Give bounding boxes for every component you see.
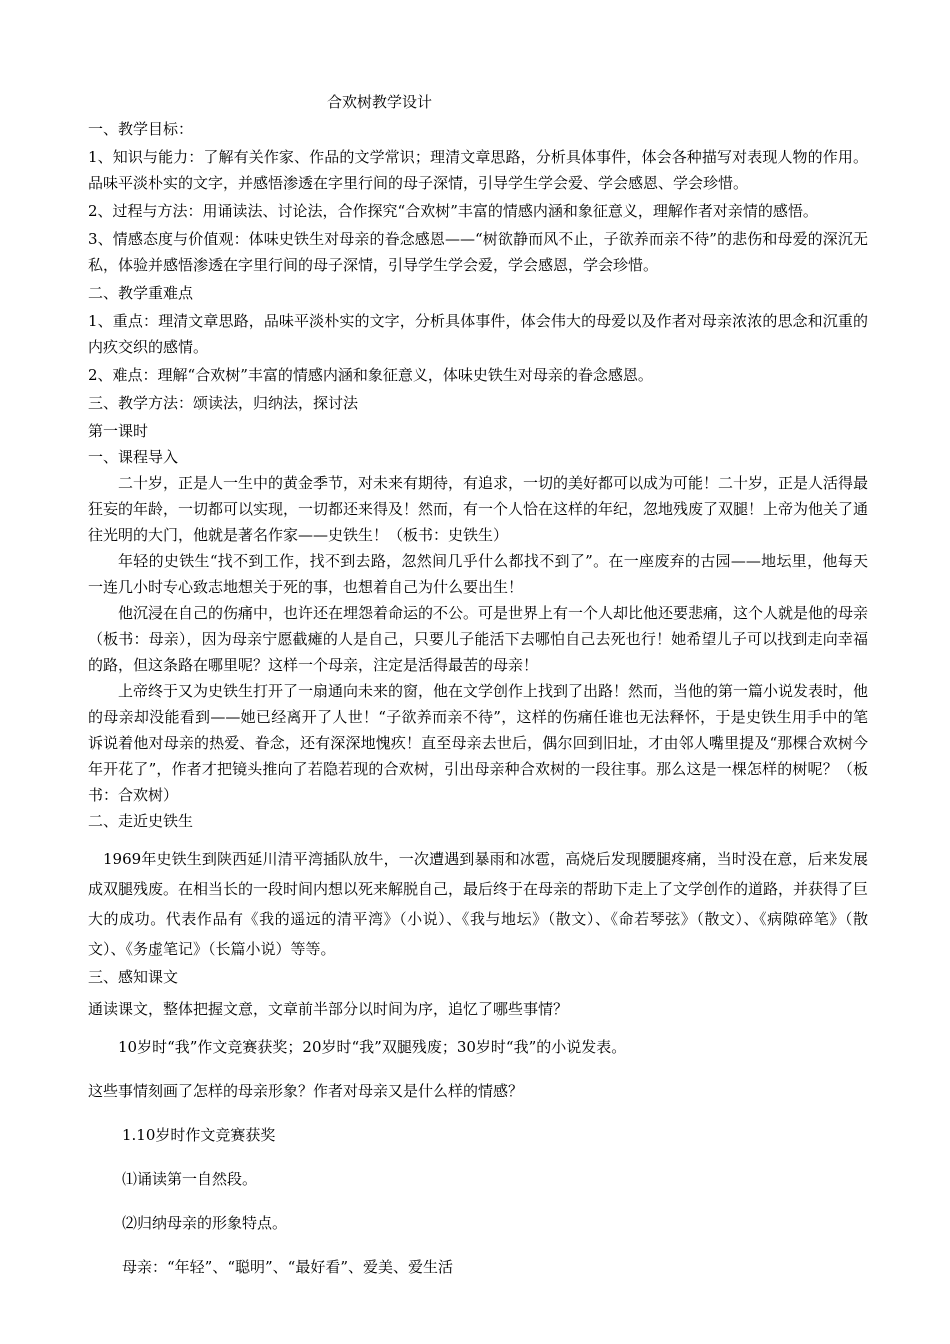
heading-teaching-goals: 一、教学目标： [88, 120, 194, 138]
author-biography: 1969年史铁生到陕西延川清平湾插队放牛，一次遭遇到暴雨和冰雹，高烧后发现腰腿疼痛，当时没在意，后来发展成双腿残废。在相当长的一段时间内想以死来解脱自己，最后终于在母亲的帮助下走上了文学创作的道路，并获得了巨大的成功。代表作品有《我的遥远的清平湾》（小说）、《我与地坛》（散文）、《命若琴弦》（散文）、《病隙碎笔》（散文）、《务虚笔记》（长篇小说）等等。 [88, 850, 869, 958]
question-events: 通读课文，整体把握文意，文章前半部分以时间为序，追忆了哪些事情？ [88, 1000, 569, 1018]
difficult-point: 2、难点：理解“合欢树”丰富的情感内涵和象征意义，体味史铁生对母亲的眷念感恩。 [88, 366, 653, 384]
heading-teaching-methods: 三、教学方法：颂读法，归纳法，探讨法 [88, 394, 359, 412]
goal-emotion: 3、情感态度与价值观：体味史铁生对母亲的眷念感恩——“树欲静而风不止，子欲养而亲不待”的悲伤和母爱的深沉无私，体验并感悟渗透在字里行间的母子深情，引导学生学会爱，学会感恩，学会珍惜。 [88, 230, 868, 274]
lesson-one-label: 第一课时 [88, 422, 149, 440]
answer-events: 10岁时“我”作文竞赛获奖；20岁时“我”双腿残废；30岁时“我”的小说发表。 [118, 1038, 627, 1056]
goal-process: 2、过程与方法：用诵读法、讨论法，合作探究“合欢树”丰富的情感内涵和象征意义，理解作者对亲情的感悟。 [88, 202, 818, 220]
key-point: 1、重点：理清文章思路，品味平淡朴实的文字，分析具体事件，体会伟大的母爱以及作者对母亲浓浓的思念和沉重的内疚交织的感情。 [88, 312, 868, 356]
step-read-aloud: ⑴诵读第一自然段。 [122, 1170, 258, 1188]
heading-introduction: 一、课程导入 [88, 448, 179, 466]
intro-paragraph-3: 他沉浸在自己的伤痛中，也许还在埋怨着命运的不公。可是世界上有一个人却比他还要悲痛，这个人就是他的母亲（板书：母亲），因为母亲宁愿截瘫的人是自己，只要儿子能活下去哪怕自己去死也行！她希望儿子可以找到走向幸福的路，但这条路在哪里呢？这样一个母亲，注定是活得最苦的母亲！ [88, 604, 869, 674]
intro-paragraph-2: 年轻的史铁生“找不到工作，找不到去路，忽然间几乎什么都找不到了”。在一座废弃的古园——地坛里，他每天一连几小时专心致志地想关于死的事，也想着自己为什么要出生！ [88, 552, 868, 596]
goal-knowledge: 1、知识与能力：了解有关作家、作品的文学常识；理清文章思路，分析具体事件，体会各种描写对表现人物的作用。品味平淡朴实的文字，并感悟渗透在字里行间的母子深情，引导学生学会爱、学会感恩、学会珍惜。 [88, 148, 868, 192]
subsection-age-ten: 1.10岁时作文竞赛获奖 [122, 1126, 276, 1144]
question-mother-image: 这些事情刻画了怎样的母亲形象？作者对母亲又是什么样的情感？ [88, 1082, 524, 1100]
step-summarize: ⑵归纳母亲的形象特点。 [122, 1214, 288, 1232]
mother-traits: 母亲：“年轻”、“聪明”、“最好看”、爱美、爱生活 [122, 1258, 454, 1276]
heading-key-points: 二、教学重难点 [88, 284, 194, 302]
intro-paragraph-1: 二十岁，正是人一生中的黄金季节，对未来有期待，有追求，一切的美好都可以成为可能！二十岁，正是人活得最狂妄的年龄，一切都可以实现，一切都还来得及！然而，有一个人恰在这样的年纪，忽地残废了双腿！上帝为他关了通往光明的大门，他就是著名作家——史铁生！（板书：史铁生） [88, 474, 869, 544]
heading-perceive-text: 三、感知课文 [88, 968, 179, 986]
heading-about-author: 二、走近史铁生 [88, 812, 194, 830]
intro-paragraph-4: 上帝终于又为史铁生打开了一扇通向未来的窗，他在文学创作上找到了出路！然而，当他的第一篇小说发表时，他的母亲却没能看到——她已经离开了人世！“子欲养而亲不待”，这样的伤痛任谁也无法释怀，于是史铁生用手中的笔诉说着他对母亲的热爱、眷念，还有深深地愧疚！直至母亲去世后，偶尔回到旧址，才由邻人嘴里提及“那棵合欢树今年开花了”，作者才把镜头推向了若隐若现的合欢树，引出母亲种合欢树的一段往事。那么这是一棵怎样的树呢？（板书：合欢树） [88, 682, 869, 804]
page-title: 合欢树教学设计 [327, 93, 433, 111]
document-body [88, 116, 868, 1280]
